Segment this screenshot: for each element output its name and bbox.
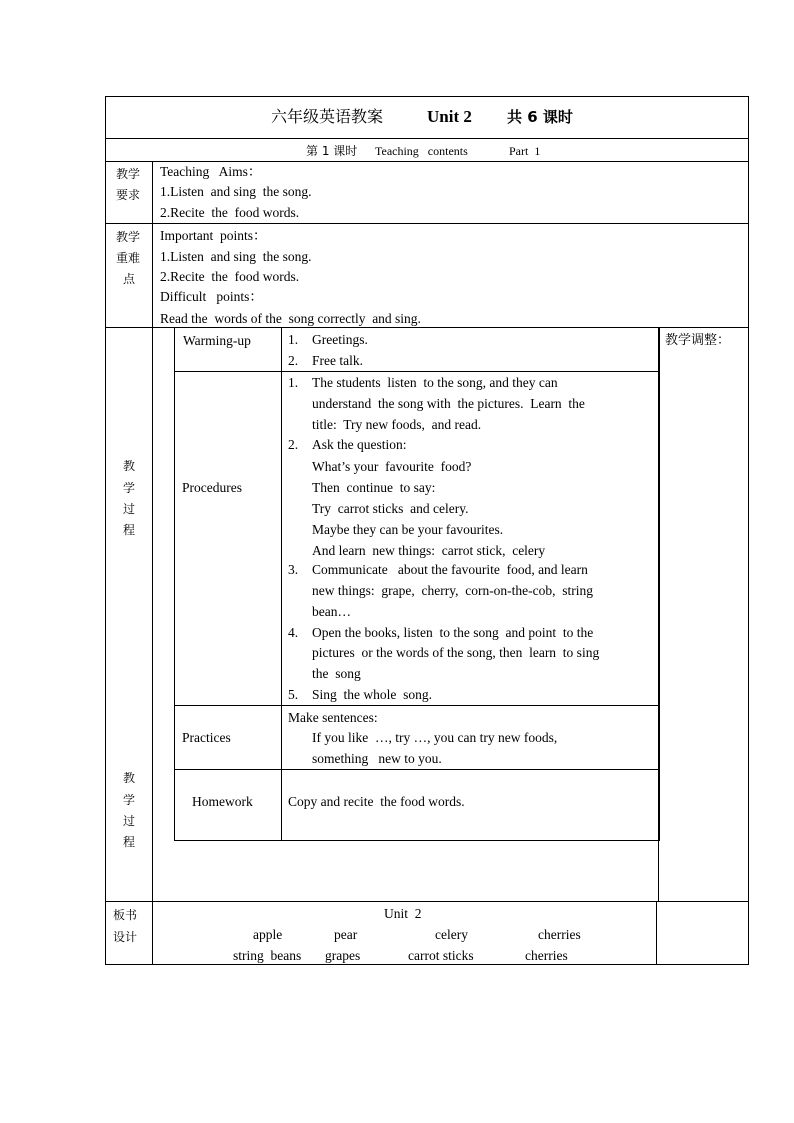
process-label-char: 教 xyxy=(123,459,136,473)
list-number: 2. xyxy=(288,353,299,368)
unit-label: Unit 2 xyxy=(427,107,472,126)
board-word: celery xyxy=(435,927,468,942)
requirements-line: 1.Listen and sing the song. xyxy=(160,184,312,199)
adjustment-label: 教学调整： xyxy=(665,333,731,348)
key-points-label-3: 点 xyxy=(123,272,136,286)
requirements-line: 2.Recite the food words. xyxy=(160,205,300,220)
list-item-line: Open the books, listen to the song and point to the xyxy=(312,625,594,640)
list-item-line: bean… xyxy=(312,604,351,619)
procedures-label: Procedures xyxy=(182,480,242,495)
board-word: string beans xyxy=(233,948,302,963)
list-number: 4. xyxy=(288,625,299,640)
board-unit: Unit 2 xyxy=(384,906,422,921)
process-label-char: 学 xyxy=(123,793,136,807)
lesson-part: Part 1 xyxy=(509,144,541,158)
list-item-line: Sing the whole song. xyxy=(312,687,432,702)
list-number: 1. xyxy=(288,375,299,390)
key-points-line: Difficult points： xyxy=(160,289,263,304)
board-word: cherries xyxy=(538,927,581,942)
total-periods: 共 6 课时 xyxy=(507,108,573,126)
practices-line: something new to you. xyxy=(312,751,442,766)
homework-label: Homework xyxy=(192,794,253,809)
list-item-line: Maybe they can be your favourites. xyxy=(312,522,504,537)
list-item-line: Try carrot sticks and celery. xyxy=(312,501,469,516)
list-item-line: title: Try new foods, and read. xyxy=(312,417,482,432)
homework-text: Copy and recite the food words. xyxy=(288,794,465,809)
requirements-label-2: 要求 xyxy=(116,188,141,202)
lesson-period: 第 1 课时 xyxy=(306,144,358,158)
list-item: Greetings. xyxy=(312,332,368,347)
list-number: 5. xyxy=(288,687,299,702)
requirements-label-1: 教学 xyxy=(116,167,141,181)
board-label-2: 设计 xyxy=(113,930,138,944)
practices-line: Make sentences: xyxy=(288,710,378,725)
list-item-line: The students listen to the song, and they can xyxy=(312,375,558,390)
process-label-char: 过 xyxy=(123,502,136,516)
list-item-line: Then continue to say: xyxy=(312,480,436,495)
list-number: 3. xyxy=(288,562,299,577)
list-item-line: new things: grape, cherry, corn-on-the-cob, string xyxy=(312,583,594,598)
process-label-char: 教 xyxy=(123,771,136,785)
page-title: 六年级英语教案 xyxy=(271,107,384,126)
board-word: apple xyxy=(253,927,283,942)
key-points-label-2: 重难 xyxy=(116,251,141,265)
list-item-line: understand the song with the pictures. Learn the xyxy=(312,396,585,411)
practices-label: Practices xyxy=(182,730,231,745)
list-item-line: Communicate about the favourite food, and learn xyxy=(312,562,588,577)
list-number: 1. xyxy=(288,332,299,347)
list-item-line: And learn new things: carrot stick, celery xyxy=(312,543,546,558)
process-label-char: 过 xyxy=(123,814,136,828)
board-word: grapes xyxy=(325,948,361,963)
requirements-line: Teaching Aims： xyxy=(160,164,262,179)
practices-line: If you like …, try …, you can try new foods, xyxy=(312,730,558,745)
list-item-line: Ask the question: xyxy=(312,437,407,452)
key-points-line: 1.Listen and sing the song. xyxy=(160,249,312,264)
process-label-char: 程 xyxy=(123,835,136,849)
key-points-line: 2.Recite the food words. xyxy=(160,269,300,284)
key-points-line: Important points： xyxy=(160,228,267,243)
list-item-line: the song xyxy=(312,666,361,681)
key-points-line: Read the words of the song correctly and sing. xyxy=(160,311,421,326)
key-points-label-1: 教学 xyxy=(116,230,141,244)
list-item: Free talk. xyxy=(312,353,363,368)
process-label-char: 学 xyxy=(123,481,136,495)
board-word: pear xyxy=(334,927,358,942)
board-word: carrot sticks xyxy=(408,948,474,963)
teaching-contents-label: Teaching contents xyxy=(375,144,468,158)
process-label-char: 程 xyxy=(123,523,136,537)
list-number: 2. xyxy=(288,437,299,452)
board-word: cherries xyxy=(525,948,568,963)
list-item-line: What’s your favourite food? xyxy=(312,459,472,474)
list-item-line: pictures or the words of the song, then learn to sing xyxy=(312,645,600,660)
warming-up-label: Warming-up xyxy=(183,333,251,348)
board-label-1: 板书 xyxy=(113,908,138,922)
